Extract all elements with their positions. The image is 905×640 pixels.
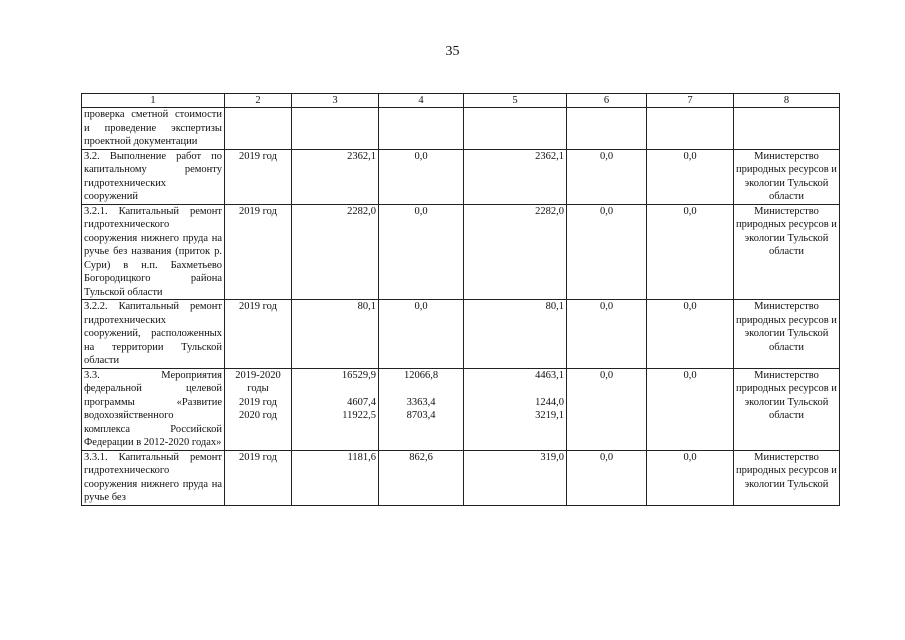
total-first: 4607,4 — [347, 396, 376, 408]
local-cell: 0,0 — [567, 300, 647, 369]
column-header: 8 — [734, 94, 840, 108]
budget-table — [81, 93, 840, 506]
activity-name-cell: 3.2.2. Капитальный ремонт гидротехнических сооружений, расположенных на территории Тульской области — [82, 300, 225, 369]
executor-cell: Министерство природных ресурсов и экологии Тульской области — [734, 204, 840, 300]
activity-name-cell: 3.2. Выполнение работ по капитальному ремонту гидротехнических сооружений — [82, 149, 225, 204]
activity-name-cell: 3.2.1. Капитальный ремонт гидротехнического сооружения нижнего пруда на ручье без названия (приток р. Сури) в н.п. Бахметьево Богородицкого района Тульской области — [82, 204, 225, 300]
column-header: 5 — [464, 94, 567, 108]
table-header-row — [82, 94, 840, 108]
regional-cell: 2282,0 — [464, 204, 567, 300]
column-header: 3 — [292, 94, 379, 108]
total-cell: 2362,1 — [292, 149, 379, 204]
regional-cell: 80,1 — [464, 300, 567, 369]
column-header: 7 — [647, 94, 734, 108]
executor-cell: Министерство природных ресурсов и экологии Тульской — [734, 450, 840, 505]
federal-cell: 862,6 — [379, 450, 464, 505]
activity-name-cell: 3.3.1. Капитальный ремонт гидротехнического сооружения нижнего пруда на ручье без — [82, 450, 225, 505]
local-cell — [567, 108, 647, 150]
column-header: 1 — [82, 94, 225, 108]
regional-first: 1244,0 — [535, 396, 564, 408]
total-cell: 2282,0 — [292, 204, 379, 300]
activity-name-cell: проверка сметной стоимости и проведение экспертизы проектной документации — [82, 108, 225, 150]
regional-cell: 2362,1 — [464, 149, 567, 204]
years-cell: 2019 год — [225, 300, 292, 369]
years-cell: 2019 год — [225, 450, 292, 505]
table-row — [82, 368, 840, 450]
local-cell: 0,0 — [567, 368, 647, 450]
table-row — [82, 149, 840, 204]
regional-period: 4463,1 — [535, 369, 564, 381]
local-cell: 0,0 — [567, 149, 647, 204]
years-cell: 2019 год — [225, 149, 292, 204]
years-cell — [225, 108, 292, 150]
total-cell — [292, 108, 379, 150]
executor-cell — [734, 108, 840, 150]
local-cell: 0,0 — [567, 450, 647, 505]
federal-first: 3363,4 — [406, 396, 436, 408]
table-row — [82, 108, 840, 150]
regional-cell: 319,0 — [464, 450, 567, 505]
column-header: 6 — [567, 94, 647, 108]
total-cell — [292, 368, 379, 450]
page-number: 35 — [445, 44, 460, 59]
local-cell: 0,0 — [567, 204, 647, 300]
table-row — [82, 300, 840, 369]
total-period: 16529,9 — [341, 369, 376, 381]
other-cell — [647, 108, 734, 150]
federal-cell — [379, 108, 464, 150]
column-header: 2 — [225, 94, 292, 108]
table-row — [82, 204, 840, 300]
regional-second: 3219,1 — [535, 410, 564, 421]
executor-cell: Министерство природных ресурсов и экологии Тульской области — [734, 149, 840, 204]
activity-name-cell: 3.3. Мероприятия федеральной целевой программы «Развитие водохозяйственного комплекса Российской Федерации в 2012-2020 годах» — [82, 368, 225, 450]
table-row — [82, 450, 840, 505]
executor-cell: Министерство природных ресурсов и экологии Тульской области — [734, 368, 840, 450]
other-cell: 0,0 — [647, 149, 734, 204]
years-period: 2019-2020 годы — [235, 369, 281, 394]
federal-cell: 0,0 — [379, 300, 464, 369]
total-cell: 1181,6 — [292, 450, 379, 505]
years-first: 2019 год — [239, 396, 277, 408]
column-header: 4 — [379, 94, 464, 108]
federal-cell — [379, 368, 464, 450]
total-cell: 80,1 — [292, 300, 379, 369]
other-cell: 0,0 — [647, 300, 734, 369]
other-cell: 0,0 — [647, 204, 734, 300]
federal-cell: 0,0 — [379, 149, 464, 204]
regional-cell — [464, 368, 567, 450]
regional-cell — [464, 108, 567, 150]
years-cell — [225, 368, 292, 450]
other-cell: 0,0 — [647, 368, 734, 450]
federal-period: 12066,8 — [403, 369, 439, 381]
other-cell: 0,0 — [647, 450, 734, 505]
total-second: 11922,5 — [342, 410, 376, 421]
federal-second: 8703,4 — [406, 410, 436, 421]
years-second: 2020 год — [239, 410, 277, 421]
federal-cell: 0,0 — [379, 204, 464, 300]
executor-cell: Министерство природных ресурсов и экологии Тульской области — [734, 300, 840, 369]
years-cell: 2019 год — [225, 204, 292, 300]
